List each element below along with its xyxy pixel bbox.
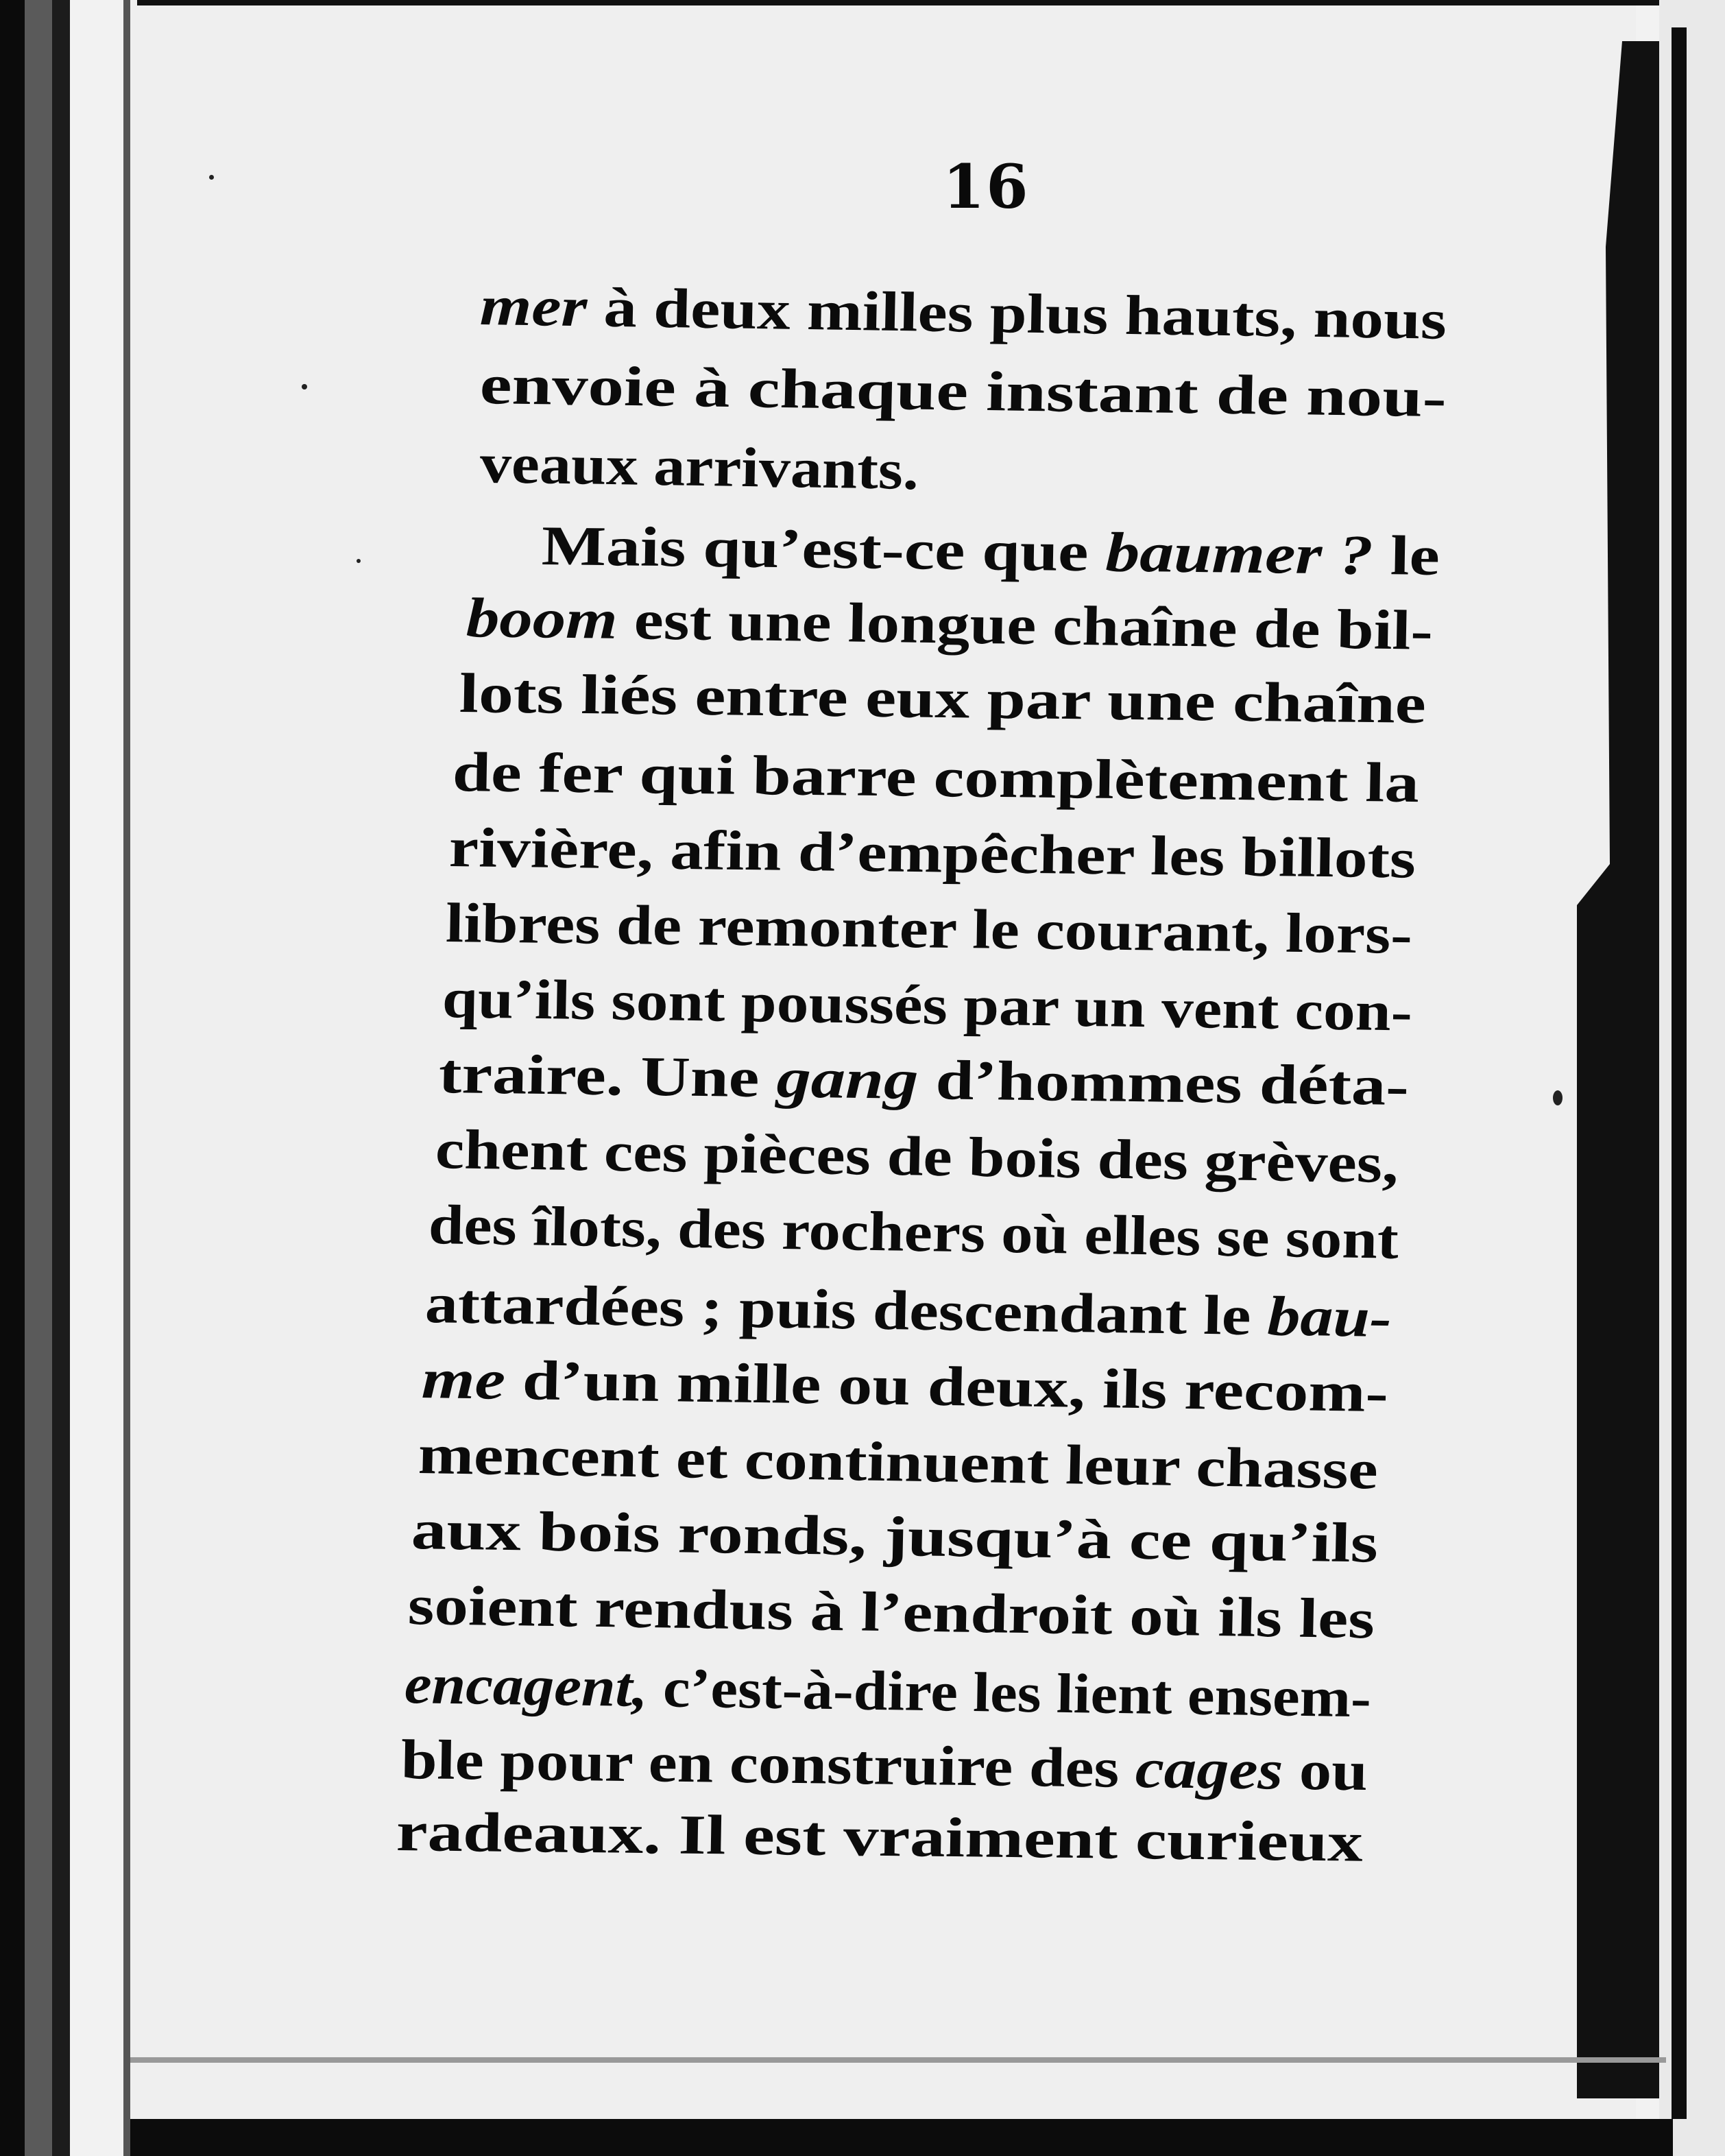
text-line [407,1574,1375,1651]
text-run: le [1373,523,1440,588]
text-run: mencent et continuent leur chasse [417,1423,1379,1501]
page-number: 16 [943,151,1030,222]
text-line [396,1800,1364,1873]
text-line [424,1272,1392,1350]
text-line [435,1118,1399,1195]
text-line [479,353,1447,429]
text-line [479,432,919,501]
text-line [411,1498,1379,1574]
italic-word: baumer ? [1105,520,1374,586]
text-run: est une longue chaîne de bil- [616,588,1434,662]
text-line [452,741,1420,815]
text-line [442,967,1413,1043]
text-run: qu’ils sont poussés par un vent con- [442,967,1413,1043]
text-run: à deux milles plus hauts, nous [586,276,1447,351]
italic-word: boom [466,586,618,651]
text-line [417,1423,1379,1501]
italic-word: cages [1135,1736,1284,1801]
text-line [541,514,1440,588]
text-run: ou [1282,1738,1368,1803]
text-run: c’est-à-dire les lient ensem- [647,1656,1372,1729]
italic-word: gang [775,1046,919,1111]
text-run: attardées ; puis descendant le [424,1272,1268,1348]
text-line [466,586,1434,662]
text-run: soient rendus à l’endroit où ils les [407,1574,1375,1651]
italic-word: me [421,1348,506,1411]
text-run: traire. Une [438,1042,777,1110]
text-line [400,1728,1368,1803]
text-line [479,274,1447,351]
text-line [448,816,1416,890]
text-run: aux bois ronds, jusqu’à ce qu’ils [411,1498,1379,1574]
text-run: rivière, afin d’empêcher les billots [448,816,1416,890]
text-run: ble pour en construire des [400,1728,1136,1799]
text-line [428,1193,1399,1271]
text-run: d’un mille ou deux, ils recom- [505,1348,1389,1424]
text-run: radeaux. Il est vraiment curieux [396,1800,1364,1873]
text-run: envoie à chaque instant de nou- [479,353,1447,429]
italic-word: mer [479,274,588,339]
text-run: de fer qui barre complètement la [452,741,1420,815]
italic-word: bau- [1266,1284,1392,1350]
text-line [445,891,1413,966]
text-line [404,1653,1372,1729]
text-run: des îlots, des rochers où elles se sont [428,1193,1399,1271]
italic-word: encagent, [404,1653,649,1719]
text-run: veaux arrivants. [479,432,919,501]
text-run: Mais qu’est-ce que [541,514,1107,584]
text-run: libres de remonter le courant, lors- [445,891,1413,966]
text-run: d’hommes déta- [917,1048,1410,1118]
text-run: chent ces pièces de bois des grèves, [435,1118,1399,1195]
text-run: lots liés entre eux par une chaîne [459,662,1427,735]
text-line [459,662,1427,735]
text-line [421,1348,1389,1424]
text-line [438,1042,1410,1118]
